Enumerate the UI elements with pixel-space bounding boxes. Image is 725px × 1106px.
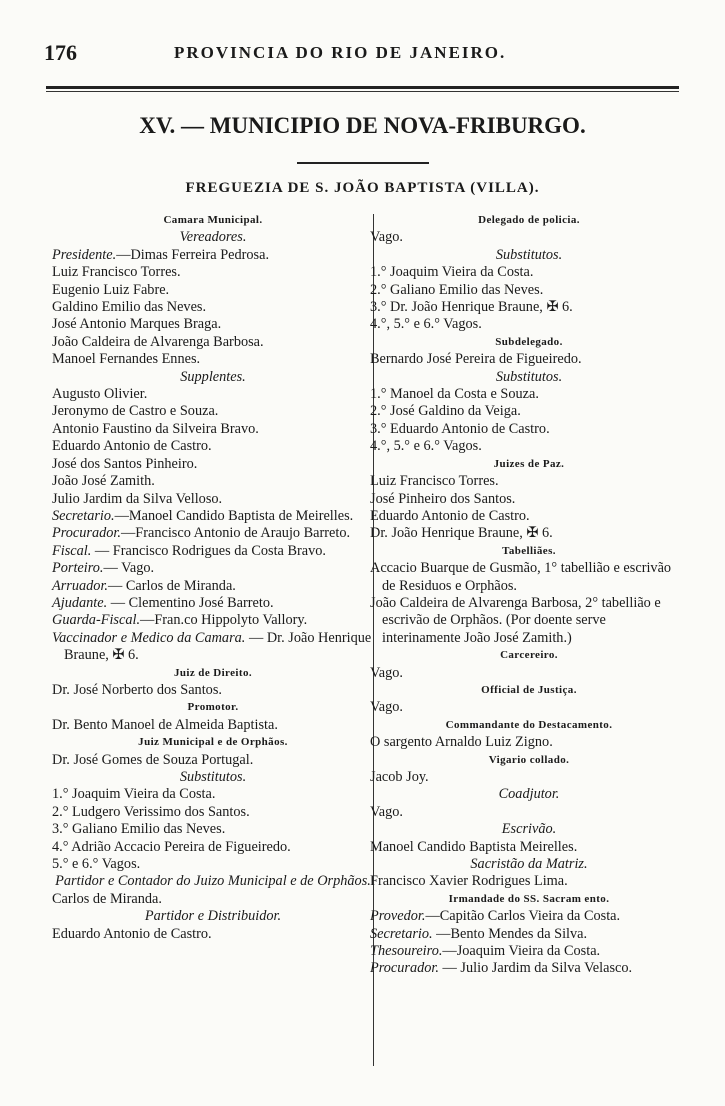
- page-number: 176: [44, 40, 77, 65]
- carcereiro-entry: Vago.: [370, 664, 403, 681]
- entry-label: Fiscal.: [52, 542, 92, 559]
- fiscal-entry: [52, 543, 374, 560]
- heading-juizes-paz: Juizes de Paz.: [493, 457, 565, 470]
- entry-label: Presidente.: [52, 246, 117, 263]
- guarda-fiscal-entry: [52, 612, 374, 629]
- heading-delegado: Delegado de policia.: [478, 214, 580, 226]
- entry-name: —Joaquim Vieira da Costa.: [442, 943, 601, 960]
- heading-substitutos-2: Substitutos.: [495, 368, 563, 385]
- substituto-entry: 3.° Dr. João Henrique Braune, ✠ 6.: [370, 299, 573, 316]
- vereador-entry: José Antonio Marques Braga.: [52, 316, 222, 333]
- entry-label: Secretario.: [370, 925, 433, 942]
- entry-label: Thesoureiro.: [370, 943, 443, 960]
- heading-substitutos: Substitutos.: [179, 769, 247, 785]
- juiz-direito-entry: Dr. José Norberto dos Santos.: [52, 681, 222, 698]
- substituto-entry: 2.° Galiano Emilio das Neves.: [370, 281, 544, 298]
- substituto-entry: 1.° Joaquim Vieira da Costa.: [52, 786, 216, 803]
- supplente-entry: Jeronymo de Castro e Souza.: [52, 403, 219, 420]
- heading-vigario: Vigario collado.: [488, 753, 570, 766]
- entry-name: —Fran.co Hippolyto Vallory.: [140, 612, 308, 629]
- substituto-entry: 5.° e 6.° Vagos.: [52, 856, 141, 873]
- juiz-municipal-entry: Dr. José Gomes de Souza Portugal.: [52, 751, 254, 768]
- vereador-entry: Eugenio Luiz Fabre.: [52, 281, 170, 298]
- juiz-paz-entry: Dr. João Henrique Braune, ✠ 6.: [370, 525, 553, 542]
- provedor-entry: [370, 908, 688, 925]
- secretario-entry: [52, 508, 374, 525]
- heading-camara: Camara Municipal.: [163, 214, 263, 226]
- subdelegado-entry: Bernardo José Pereira de Figueiredo.: [370, 351, 582, 368]
- procurador-entry: [52, 525, 374, 542]
- entry-label: Secretario.: [52, 507, 115, 524]
- entry-label: Procurador.: [370, 960, 439, 977]
- substituto-entry: 2.° Ludgero Verissimo dos Santos.: [52, 803, 250, 820]
- entry-name: —Francisco Antonio de Araujo Barreto.: [120, 525, 351, 542]
- escrivao-entry: Manoel Candido Baptista Meirelles.: [370, 838, 578, 855]
- vaccinador-entry: [52, 630, 374, 665]
- heading-promotor: Promotor.: [187, 701, 239, 714]
- procurador-entry: [370, 960, 688, 977]
- entry-label: Porteiro.: [52, 560, 104, 577]
- heading-carcereiro: Carcereiro.: [500, 649, 558, 662]
- partidor-contador-entry: Carlos de Miranda.: [52, 890, 162, 907]
- entry-name: —Manoel Candido Baptista de Meirelles.: [114, 507, 354, 524]
- juiz-paz-entry: José Pinheiro dos Santos.: [370, 490, 516, 507]
- ajudante-entry: [52, 595, 374, 612]
- delegado-entry: Vago.: [370, 229, 403, 246]
- left-column: [52, 212, 374, 943]
- vereador-entry: Galdino Emilio das Neves.: [52, 299, 207, 316]
- supplente-entry: Eduardo Antonio de Castro.: [52, 438, 212, 455]
- entry-name: — Clementino José Barreto.: [107, 594, 274, 611]
- vereador-entry: Manoel Fernandes Ennes.: [52, 351, 201, 368]
- partidor-distribuidor-entry: Eduardo Antonio de Castro.: [52, 925, 212, 942]
- secretario-entry: [370, 926, 688, 943]
- entry-label: Arruador.: [52, 577, 109, 594]
- substituto-entry: 3.° Eduardo Antonio de Castro.: [370, 420, 550, 437]
- entry-name: — Dr. João Henrique Braune, ✠ 6.: [64, 629, 372, 664]
- heading-juiz-municipal: Juiz Municipal e de Orphãos.: [138, 736, 288, 749]
- heading-escrivao: Escrivão.: [501, 821, 557, 838]
- vereador-entry: João Caldeira de Alvarenga Barbosa.: [52, 333, 264, 350]
- header-rule-thick: [46, 86, 679, 89]
- heading-supplentes: Supplentes.: [180, 368, 246, 385]
- entry-label: Guarda-Fiscal.: [52, 612, 141, 629]
- substituto-entry: 2.° José Galdino da Veiga.: [370, 403, 521, 420]
- heading-official: Official de Justiça.: [481, 683, 577, 696]
- supplente-entry: José dos Santos Pinheiro.: [52, 455, 198, 472]
- heading-sacristao: Sacristão da Matriz.: [470, 856, 588, 873]
- heading-tabelliaes: Tabelliães.: [502, 544, 556, 557]
- header-rule-thin: [46, 91, 679, 92]
- substituto-entry: 1.° Manoel da Costa e Souza.: [370, 386, 539, 403]
- entry-name: — Vago.: [103, 560, 155, 577]
- entry-name: — Carlos de Miranda.: [108, 577, 236, 594]
- entry-name: —Capitão Carlos Vieira da Costa.: [425, 908, 621, 925]
- promotor-entry: Dr. Bento Manoel de Almeida Baptista.: [52, 716, 278, 733]
- entry-label: Vaccinador e Medico da Camara.: [52, 629, 246, 646]
- heading-coadjutor: Coadjutor.: [498, 786, 560, 803]
- arruador-entry: [52, 578, 374, 595]
- heading-substitutos: Substitutos.: [495, 246, 563, 263]
- section-title: XV. — MUNICIPIO DE NOVA-FRIBURGO.: [139, 113, 586, 138]
- thesoureiro-entry: [370, 943, 688, 960]
- sacristao-entry: Francisco Xavier Rodrigues Lima.: [370, 873, 568, 890]
- substituto-entry: 3.° Galiano Emilio das Neves.: [52, 821, 226, 838]
- substituto-entry: 4.°, 5.° e 6.° Vagos.: [370, 438, 482, 455]
- substituto-entry: 4.° Adrião Accacio Pereira de Figueiredo.: [52, 838, 291, 855]
- supplente-entry: Augusto Olivier.: [52, 386, 148, 403]
- heading-commandante: Commandante do Destacamento.: [445, 718, 613, 731]
- presidente-entry: [52, 247, 374, 264]
- entry-name: — Julio Jardim da Silva Velasco.: [438, 960, 633, 977]
- entry-label: Provedor.: [370, 908, 426, 925]
- tabelliao-entry: João Caldeira de Alvarenga Barbosa, 2° tabellião e escrivão de Orphãos. (Por doente serve interinamente João José Zamith.): [370, 594, 661, 646]
- porteiro-entry: [52, 560, 374, 577]
- juiz-paz-entry: Eduardo Antonio de Castro.: [370, 507, 530, 524]
- title-rule: [297, 162, 429, 164]
- running-title: PROVINCIA DO RIO DE JANEIRO.: [174, 43, 507, 62]
- supplente-entry: Julio Jardim da Silva Velloso.: [52, 490, 223, 507]
- supplente-entry: Antonio Faustino da Silveira Bravo.: [52, 420, 259, 437]
- vigario-entry: Jacob Joy.: [370, 769, 429, 785]
- commandante-entry: O sargento Arnaldo Luiz Zigno.: [370, 734, 553, 751]
- page-header: [44, 40, 684, 70]
- coadjutor-entry: Vago.: [370, 803, 403, 820]
- heading-partidor-contador: Partidor e Contador do Juizo Municipal e de Orphãos.: [55, 873, 371, 890]
- heading-subdelegado: Subdelegado.: [495, 335, 563, 348]
- parish-title: FREGUEZIA DE S. JOÃO BAPTISTA (VILLA).: [185, 180, 540, 196]
- entry-name: —Bento Mendes da Silva.: [432, 925, 588, 942]
- tabelliao-entry: Accacio Buarque de Gusmão, 1° tabellião e escrivão de Residuos e Orphãos.: [370, 560, 672, 594]
- juiz-paz-entry: Luiz Francisco Torres.: [370, 473, 499, 490]
- heading-partidor-distribuidor: Partidor e Distribuidor.: [144, 908, 282, 925]
- substituto-entry: 1.° Joaquim Vieira da Costa.: [370, 264, 534, 281]
- entry-name: — Francisco Rodrigues da Costa Bravo.: [91, 542, 326, 559]
- supplente-entry: João José Zamith.: [52, 473, 155, 490]
- heading-juiz-direito: Juiz de Direito.: [174, 666, 252, 679]
- right-column: [370, 212, 688, 978]
- substituto-entry: 4.°, 5.° e 6.° Vagos.: [370, 316, 482, 333]
- entry-name: —Dimas Ferreira Pedrosa.: [116, 246, 270, 263]
- official-entry: Vago.: [370, 699, 403, 716]
- entry-label: Ajudante.: [52, 594, 108, 611]
- heading-irmandade: Irmandade do SS. Sacram ento.: [448, 892, 610, 905]
- heading-vereadores: Vereadores.: [179, 229, 247, 246]
- vereador-entry: Luiz Francisco Torres.: [52, 264, 181, 281]
- entry-label: Procurador.: [52, 525, 121, 542]
